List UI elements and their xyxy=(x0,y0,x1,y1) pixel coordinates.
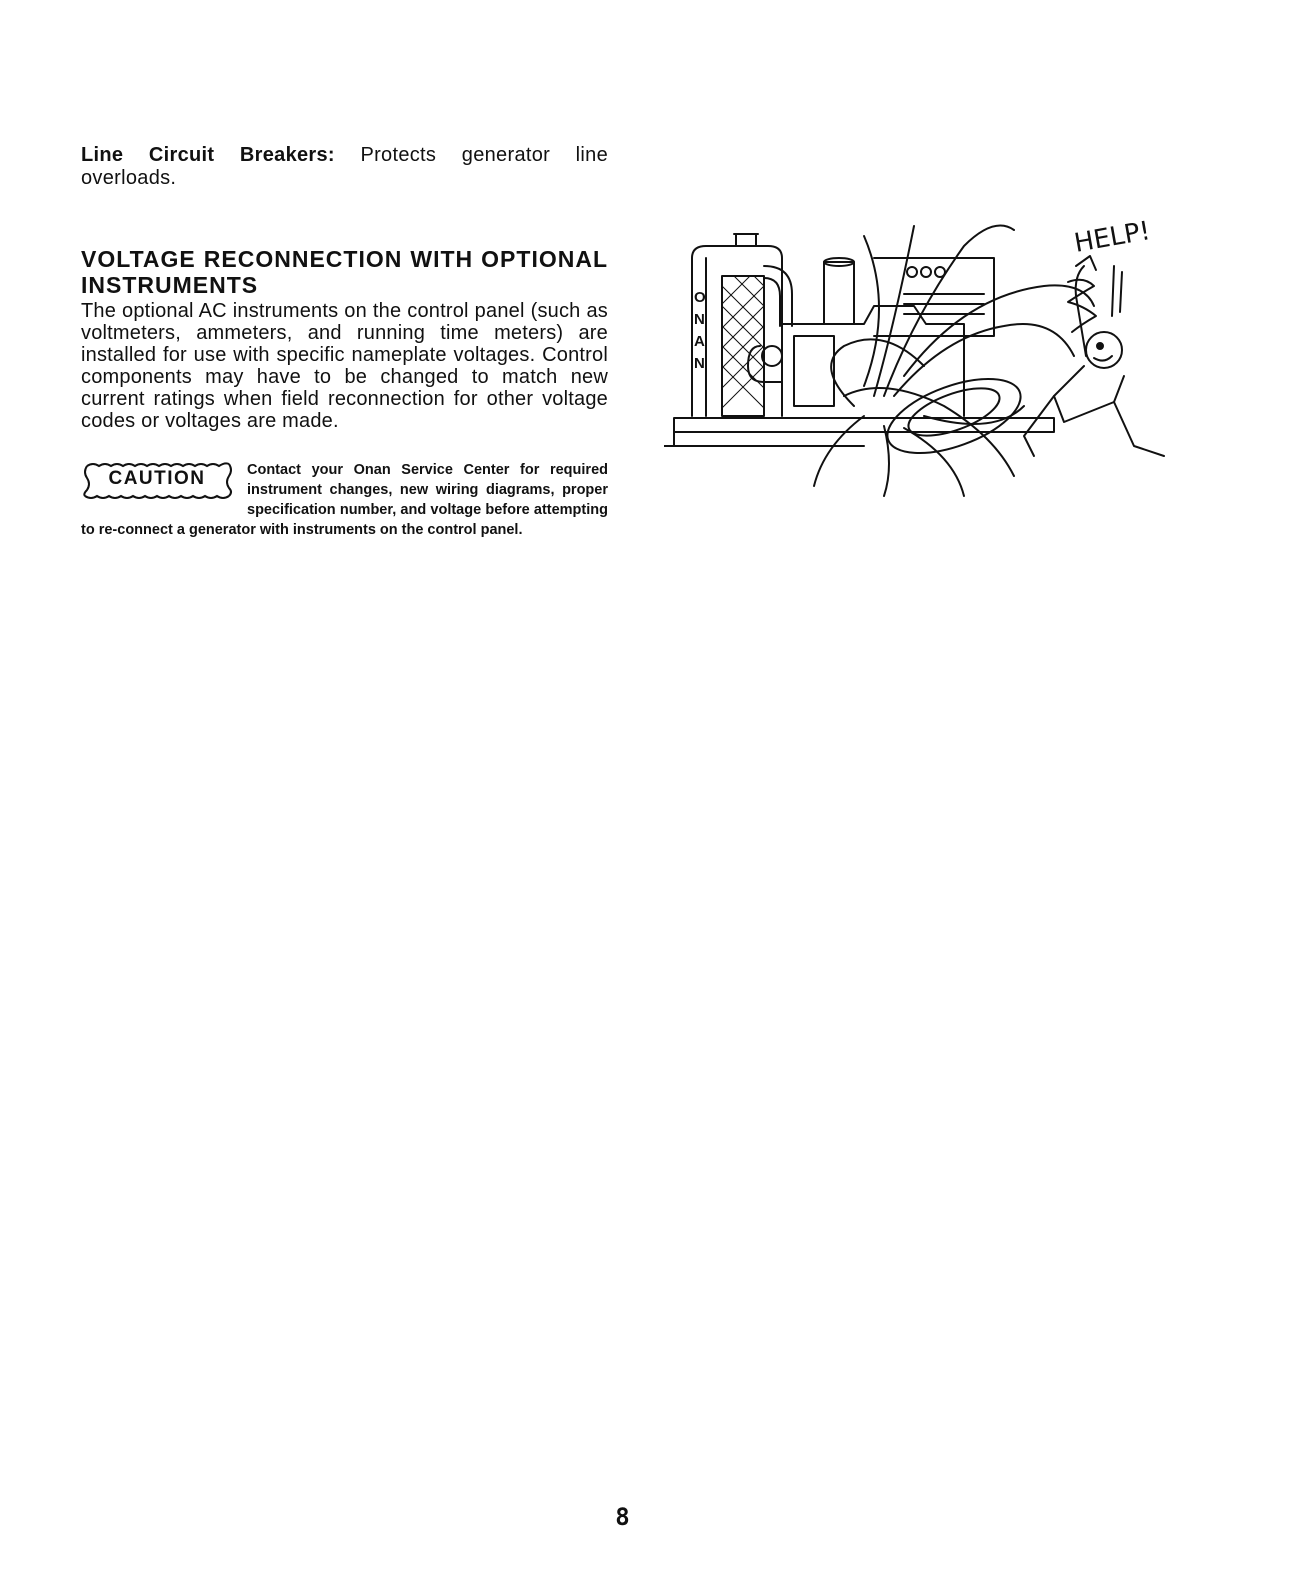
caution-notice xyxy=(81,460,608,540)
brand-letter-n1: N xyxy=(694,311,705,328)
section-heading: VOLTAGE RECONNECTION WITH OPTIONAL INSTRUMENTS xyxy=(81,246,608,298)
page-number: 8 xyxy=(615,1503,630,1531)
man-head-icon xyxy=(1086,332,1122,368)
brand-letter-n2: N xyxy=(694,355,705,372)
caution-text: Contact your Onan Service Center for required instrument changes, new wiring diagrams, proper specification number, and voltage before attempting to re-connect a generator with instruments on the control panel. xyxy=(81,462,608,538)
section-body: The optional AC instruments on the control panel (such as voltmeters, ammeters, and running time meters) are installed for use with specific nameplate voltages. Control components may have to be changed to match new current ratings when field reconnection for other voltage codes or voltages are made. xyxy=(81,300,608,432)
generator-help-illustration xyxy=(664,206,1224,506)
caution-label: CAUTION xyxy=(108,468,206,489)
left-column xyxy=(81,144,608,540)
line-circuit-breakers-lead: Line Circuit Breakers: xyxy=(81,144,335,166)
skid-base-icon xyxy=(674,418,1054,432)
help-exclamation: HELP! xyxy=(1072,216,1153,259)
line-circuit-breakers-paragraph xyxy=(81,144,608,190)
brand-letter-o: O xyxy=(694,289,706,306)
caution-badge xyxy=(81,460,233,502)
brand-letter-a: A xyxy=(694,333,705,350)
line-circuit-breakers-text: Protects generator line overloads. xyxy=(81,144,609,189)
